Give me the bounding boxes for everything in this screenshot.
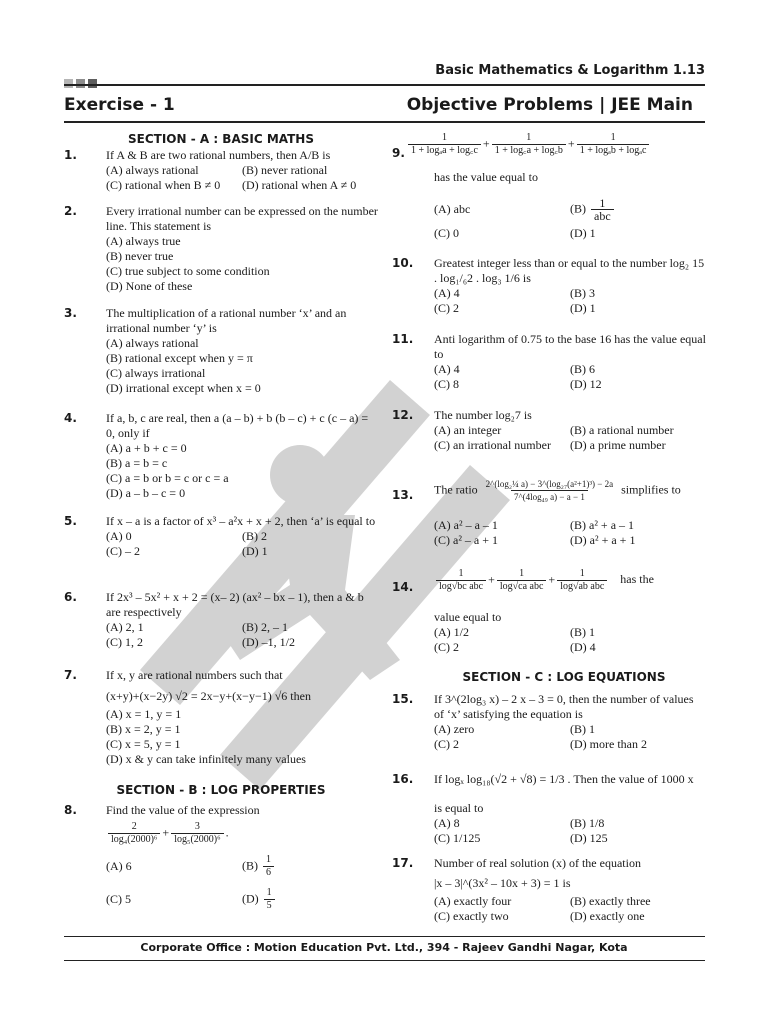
option-a: (A) always rational xyxy=(106,336,199,350)
q-number: 1. xyxy=(64,148,77,162)
option-c: (C) 2 xyxy=(434,301,459,315)
q-text: has the value equal to xyxy=(434,170,538,184)
option-c: (C) rational when B ≠ 0 xyxy=(106,178,221,192)
section-a-title: SECTION - A : BASIC MATHS xyxy=(127,132,314,146)
q-text: If A & B are two rational numbers, then A/B is xyxy=(106,148,331,162)
q-number: 5. xyxy=(64,514,77,528)
fraction-3 xyxy=(557,568,607,593)
option-a: (A) exactly four xyxy=(434,894,512,908)
option-d xyxy=(242,887,378,912)
option-d: (D) more than 2 xyxy=(570,737,647,751)
option-b-label: (B) xyxy=(570,201,586,216)
option-b: (B) a² + a – 1 xyxy=(570,518,635,532)
option-a: (A) 4 xyxy=(434,286,460,300)
option-b: (B) 1/8 xyxy=(570,816,605,830)
q-equation: (x+y)+(x−2y) √2 = 2x−y+(x−y−1) √6 then xyxy=(106,689,311,703)
option-d: (D) irrational except when x = 0 xyxy=(106,381,261,395)
option-b: (B) never true xyxy=(106,249,174,263)
denominator: 7^(4log₄₉ a) − a − 1 xyxy=(511,490,588,503)
fraction-3 xyxy=(577,132,650,157)
fraction-2 xyxy=(171,821,223,846)
q-number: 4. xyxy=(64,411,77,425)
numerator: 1 xyxy=(610,132,616,143)
option-d: (D) a – b – c = 0 xyxy=(106,486,186,500)
q-text-post: has the xyxy=(620,572,654,587)
footer-rule-bottom xyxy=(64,960,705,961)
numerator: 1 xyxy=(519,568,525,579)
q-number: 7. xyxy=(64,668,77,682)
q-text: Number of real solution (x) of the equation xyxy=(434,856,641,870)
option-b: (B) a rational number xyxy=(570,423,674,437)
option-a: (A) a² – a – 1 xyxy=(434,518,498,532)
numerator: 2^(log₂¼ a) − 3^(log₂₇(a²+1)³) − 2a xyxy=(485,479,614,489)
denominator: log√bc abc xyxy=(436,580,486,593)
option-b: (B) 2, – 1 xyxy=(242,620,288,634)
numerator: 1 xyxy=(599,196,606,210)
option-b: (B) 6 xyxy=(570,362,595,376)
option-d: (D) x & y can take infinitely many values xyxy=(106,752,306,766)
q-number: 10. xyxy=(392,256,414,270)
exercise-subtitle: Objective Problems | JEE Main xyxy=(406,95,693,115)
option-c: (C) 2 xyxy=(434,737,459,751)
option-c: (C) exactly two xyxy=(434,909,509,923)
denominator: abc xyxy=(591,209,614,222)
q-text: If a, b, c are real, then a (a – b) + b (b – c) + c (c – a) = 0, only if xyxy=(106,411,369,440)
option-b: (B) 2 xyxy=(242,529,267,543)
denominator: log√ab abc xyxy=(557,580,607,593)
q-number: 9. xyxy=(392,146,405,160)
numerator: 1 xyxy=(441,132,447,143)
option-a: (A) 6 xyxy=(106,859,132,873)
q-number: 13. xyxy=(392,488,414,502)
q-number: 6. xyxy=(64,590,77,604)
q-text: Every irrational number can be expressed on the number line. This statement is xyxy=(106,204,378,233)
q-number: 8. xyxy=(64,803,77,817)
q-number: 2. xyxy=(64,204,77,218)
option-b xyxy=(570,197,706,222)
numerator: 1 xyxy=(266,854,271,865)
option-c: (C) always irrational xyxy=(106,366,206,380)
option-b: (B) x = 2, y = 1 xyxy=(106,722,181,736)
q-text-2: is equal to xyxy=(434,801,484,815)
q-text: Find the value of the expression xyxy=(106,803,260,817)
option-d: (D) None of these xyxy=(106,279,193,293)
option-b-label: (B) xyxy=(242,858,258,873)
option-b xyxy=(242,854,378,879)
numerator: 1 xyxy=(266,887,272,898)
exercise-title: Exercise - 1 xyxy=(64,95,175,115)
fraction-1 xyxy=(408,132,481,157)
option-a: (A) 4 xyxy=(434,362,460,376)
q-text: Anti logarithm of 0.75 to the base 16 has the value equal to xyxy=(434,332,706,361)
q-number: 14. xyxy=(392,580,414,594)
option-c: (C) true subject to some condition xyxy=(106,264,270,278)
q-text: value equal to xyxy=(434,610,502,624)
numerator: 1 xyxy=(526,132,532,143)
ratio-fraction xyxy=(483,478,616,503)
option-d: (D) a² + a + 1 xyxy=(570,533,636,547)
option-b: (B) a = b = c xyxy=(106,456,168,470)
q-text: If logₓ log₁₈(√2 + √8) = 1/3 . Then the value of 1000 x xyxy=(434,772,694,786)
numerator: 1 xyxy=(579,568,585,579)
option-b: (B) rational except when y = π xyxy=(106,351,253,365)
option-c: (C) 5 xyxy=(106,892,131,906)
q-number: 16. xyxy=(392,772,414,786)
option-d: (D) exactly one xyxy=(570,909,645,923)
denominator: 1 + log꜀a + log꜀b xyxy=(492,144,566,157)
option-b: (B) 1 xyxy=(570,722,595,736)
q-text-post: simplifies to xyxy=(621,482,681,497)
option-b: (B) 1 xyxy=(570,625,595,639)
fraction-2 xyxy=(492,132,566,157)
q-number: 17. xyxy=(392,856,414,870)
option-d: (D) 12 xyxy=(570,377,602,391)
denominator: 6 xyxy=(263,866,274,879)
q-equation: |x – 3|^(3x² – 10x + 3) = 1 is xyxy=(434,876,571,890)
denominator: log₅(2000)⁶ xyxy=(171,833,223,846)
denominator: log√ca abc xyxy=(497,580,547,593)
denominator: log₄(2000)⁶ xyxy=(108,833,160,846)
option-a: (A) 2, 1 xyxy=(106,620,144,634)
denominator: 5 xyxy=(264,899,275,912)
option-b: (B) never rational xyxy=(242,163,328,177)
option-d: (D) –1, 1/2 xyxy=(242,635,295,649)
option-a: (A) zero xyxy=(434,722,475,736)
option-a: (A) always true xyxy=(106,234,181,248)
option-d: (D) 1 xyxy=(570,226,596,240)
q-text: If 2x³ – 5x² + x + 2 = (x– 2) (ax² – bx – 1), then a & b are respectively xyxy=(106,590,364,619)
option-a: (A) 1/2 xyxy=(434,625,469,639)
q-text: The multiplication of a rational number ‘x’ and an irrational number ‘y’ is xyxy=(106,306,347,335)
option-a: (A) abc xyxy=(434,202,471,216)
option-c: (C) 0 xyxy=(434,226,459,240)
option-d-fraction xyxy=(264,887,275,912)
page-header-title: Basic Mathematics & Logarithm 1.13 xyxy=(435,63,705,78)
option-a: (A) x = 1, y = 1 xyxy=(106,707,182,721)
numerator: 1 xyxy=(458,568,464,579)
option-d: (D) 1 xyxy=(570,301,596,315)
option-d: (D) a prime number xyxy=(570,438,666,452)
option-d: (D) 1 xyxy=(242,544,268,558)
header-rule xyxy=(64,84,705,86)
option-a: (A) 8 xyxy=(434,816,460,830)
option-c: (C) – 2 xyxy=(106,544,140,558)
option-c: (C) 1, 2 xyxy=(106,635,143,649)
fraction-2 xyxy=(497,568,547,593)
fraction-1 xyxy=(108,821,160,846)
numerator: 2 xyxy=(131,821,137,832)
denominator: 1 + logₐa + log꜀c xyxy=(408,144,481,157)
option-a: (A) an integer xyxy=(434,423,502,437)
option-b: (B) 3 xyxy=(570,286,595,300)
q-text: If x – a is a factor of x³ – a²x + x + 2, then ‘a’ is equal to xyxy=(106,514,376,528)
option-c: (C) 2 xyxy=(434,640,459,654)
numerator: 3 xyxy=(194,821,200,832)
q-number: 11. xyxy=(392,332,414,346)
option-d-label: (D) xyxy=(242,891,259,906)
option-a: (A) 0 xyxy=(106,529,132,543)
q-text: The number log₂7 is xyxy=(434,408,532,422)
denominator: 1 + logₐb + logₐc xyxy=(577,144,650,157)
option-d: (D) rational when A ≠ 0 xyxy=(242,178,357,192)
option-a: (A) always rational xyxy=(106,163,199,177)
option-c: (C) 8 xyxy=(434,377,459,391)
fraction-1 xyxy=(436,568,486,593)
option-c: (C) a² – a + 1 xyxy=(434,533,499,547)
option-b-fraction xyxy=(591,197,614,222)
title-rule xyxy=(64,121,705,123)
section-b-title: SECTION - B : LOG PROPERTIES xyxy=(116,783,326,797)
q-number: 15. xyxy=(392,692,414,706)
option-d: (D) 4 xyxy=(570,640,596,654)
option-b: (B) exactly three xyxy=(570,894,651,908)
q-text: Greatest integer less than or equal to the number log₂ 15 . log₁/₆2 . log₃ 1/6 is xyxy=(434,256,705,285)
q-text: If x, y are rational numbers such that xyxy=(106,668,283,682)
q-text-pre: The ratio xyxy=(434,482,478,497)
option-c: (C) x = 5, y = 1 xyxy=(106,737,181,751)
q-text: If 3^(2log₃ x) – 2 x – 3 = 0, then the number of values of ‘x’ satisfying the equation is xyxy=(434,692,694,721)
option-d: (D) 125 xyxy=(570,831,608,845)
section-c-title: SECTION - C : LOG EQUATIONS xyxy=(462,670,666,684)
option-b-fraction xyxy=(263,854,274,879)
right-column: 9. $\frac{1}{\text{1 + logₐa + log꜀c}}$ + $\frac{1}{1 + \log꜀a + \log꜀b}$ + $\frac{1}{\text{1 + logₐb + logₐc}}$ has the value equal to (A) abc (B) $\frac{1}{\text{abc}}$ (C) 0 (D) 1 10. Greatest integer less than or equal to the number log₂ 15 . log₁/₆2 . log₃ 1/6 is (A) 4 (B) 3 (C) 2 (D) 1 11. Anti logarithm of 0.75 to the base 16 has the value equal to (A) 4 (B) 6 (C) 8 (D) 12 12. The number log₂7 is (A) an integer (B) a rational number (C) an irrational number (D) a prime number 13. The ratio $\frac{\text{2\textasciicircum{}(log₂¼ a) − 3\textasciicircum{}(log₂₇(a²+1)³) − 2a}}{\text{7\textasciicircum{}(4log₄₉ a) − a − 1}}$ simplifies to (A) a² – a – 1 (B) a² + a – 1 (C) a² – a + 1 (D) a² + a + 1 14. $\frac{1}{\text{log√bc abc}}$ + $\frac{1}{\text{log√ca abc}}$ + $\frac{1}{\text{log√ab abc}}$ has the value equal to (A) 1/2 (B) 1 (C) 2 (D) 4 SECTION - C : LOG EQUATIONS 15. If 3^(2log₃ x) – 2 x – 3 = 0, then the number of values of ‘x’ satisfying the equation is (A) zero (B) 1 (C) 2 (D) more than 2 16. If logₓ log₁₈(√2 + √8) = 1/3 . Then the value of 1000 x is equal to (A) 8 (B) 1/8 (C) 1/125 (D) 125 17. Number of real solution (x) of the equation |x – 3|^(3x² – 10x + 3) = 1 is (A) exactly four (B) exactly three (C) exactly two (D) exactly one xyxy=(392,132,706,923)
option-c: (C) 1/125 xyxy=(434,831,481,845)
footer-text: Corporate Office : Motion Education Pvt. Ltd., 394 - Rajeev Gandhi Nagar, Kota xyxy=(140,941,628,954)
q-number: 12. xyxy=(392,408,414,422)
option-c: (C) an irrational number xyxy=(434,438,551,452)
q-number: 3. xyxy=(64,306,77,320)
left-column: SECTION - A : BASIC MATHS 1. If A & B are two rational numbers, then A/B is (A) always rational (B) never rational (C) rational when B ≠ 0 (D) rational when A ≠ 0 2. Every irrational number can be expressed on the number line. This statement is (A) always true (B) never true (C) true subject to some condition (D) None of these 3. The multiplication of a rational number ‘x’ and an irrational number ‘y’ is (A) always rational (B) rational except when y = π (C) always irrational (D) irrational except when x = 0 4. If a, b, c are real, then a (a – b) + b (b – c) + c (c – a) = 0, only if (A) a + b + c = 0 (B) a = b = c (C) a = b or b = c or c = a (D) a – b – c = 0 5. If x – a is a factor of x³ – a²x + x + 2, then ‘a’ is equal to (A) 0 (B) 2 (C) – 2 (D) 1 6. If 2x³ – 5x² + x + 2 = (x– 2) (ax² – bx – 1), then a & b are respectively (A) 2, 1 (B) 2, – 1 (C) 1, 2 (D) –1, 1/2 7. If x, y are rational numbers such that (x+y)+(x−2y) √2 = 2x−y+(x−y−1) √6 then (A) x = 1, y = 1 (B) x = 2, y = 1 (C) x = 5, y = 1 (D) x & y can take infinitely many values SECTION - B : LOG PROPERTIES 8. Find the value of the expression $\frac{2}{\text{log₄(2000)⁶}}$ + $\frac{3}{\text{log₅(2000)⁶}}$ . (A) 6 (B) $\frac{1}{6}$ (C) 5 (D) $\frac{1}{5}$ xyxy=(64,132,378,911)
option-c: (C) a = b or b = c or c = a xyxy=(106,471,229,485)
option-a: (A) a + b + c = 0 xyxy=(106,441,187,455)
footer-rule-top xyxy=(64,936,705,937)
